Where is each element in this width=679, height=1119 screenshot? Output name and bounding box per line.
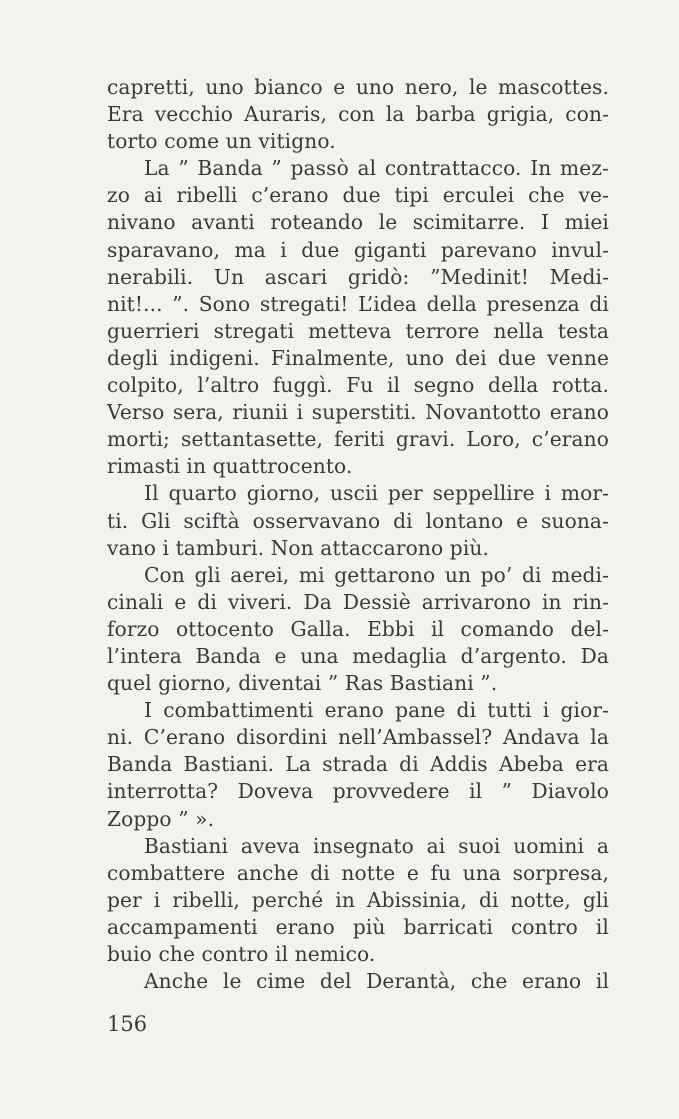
body-text — [107, 74, 609, 995]
text-line: sparavano, ma i due giganti parevano invul- — [107, 237, 609, 262]
text-line: rimasti in quattrocento. — [107, 454, 353, 479]
text-line: nerabili. Un ascari gridò: ”Medinit! Medi- — [107, 264, 609, 289]
text-line: l’intera Banda e una medaglia d’argento. Da — [107, 643, 609, 668]
text-line: Il quarto giorno, uscii per seppellire i mor- — [144, 481, 609, 506]
text-line: Banda Bastiani. La strada di Addis Abeba era — [107, 752, 609, 777]
text-line: vano i tamburi. Non attaccarono più. — [107, 535, 489, 560]
text-line: quel giorno, diventai ” Ras Bastiani ”. — [107, 671, 498, 696]
text-line: nivano avanti roteando le scimitarre. I miei — [107, 210, 609, 235]
text-line: La ” Banda ” passò al contrattacco. In mez- — [144, 156, 609, 181]
text-line: torto come un vitigno. — [107, 129, 336, 154]
text-line: forzo ottocento Galla. Ebbi il comando del- — [107, 616, 609, 641]
text-line: combattere anche di notte e fu una sorpresa, — [107, 860, 609, 885]
text-line: zo ai ribelli c’erano due tipi erculei che ve- — [107, 183, 609, 208]
text-line: I combattimenti erano pane di tutti i gior- — [144, 698, 609, 723]
text-line: colpito, l’altro fuggì. Fu il segno della rotta. — [107, 373, 609, 398]
text-line: Con gli aerei, mi gettarono un po’ di medi- — [144, 562, 609, 587]
text-line: capretti, uno bianco e uno nero, le mascottes. — [107, 75, 609, 99]
text-line: cinali e di viveri. Da Dessiè arrivarono in rin- — [107, 589, 609, 614]
text-line: accampamenti erano più barricati contro il — [107, 914, 609, 939]
text-line: interrotta? Doveva provvedere il ” Diavolo — [107, 779, 609, 804]
text-line: Anche le cime del Derantà, che erano il — [144, 969, 609, 994]
text-line: Zoppo ” ». — [107, 806, 215, 831]
text-line: Verso sera, riunii i superstiti. Novantotto erano — [107, 400, 609, 425]
text-line: morti; settantasette, feriti gravi. Loro, c’erano — [107, 427, 609, 452]
text-line: per i ribelli, perché in Abissinia, di notte, gli — [107, 887, 609, 912]
text-line: guerrieri stregati metteva terrore nella testa — [107, 318, 609, 343]
page-number: 156 — [107, 1012, 148, 1036]
text-line: Bastiani aveva insegnato ai suoi uomini a — [144, 833, 609, 858]
text-line: Era vecchio Auraris, con la barba grigia, con- — [107, 102, 609, 127]
text-line: degli indigeni. Finalmente, uno dei due venne — [107, 345, 609, 370]
text-line: ni. C’erano disordini nell’Ambassel? Andava la — [107, 725, 609, 750]
text-line: ti. Gli sciftà osservavano di lontano e suona- — [107, 508, 609, 533]
text-line: buio che contro il nemico. — [107, 942, 376, 966]
text-line: nit!... ”. Sono stregati! L’idea della presenza di — [107, 291, 609, 316]
